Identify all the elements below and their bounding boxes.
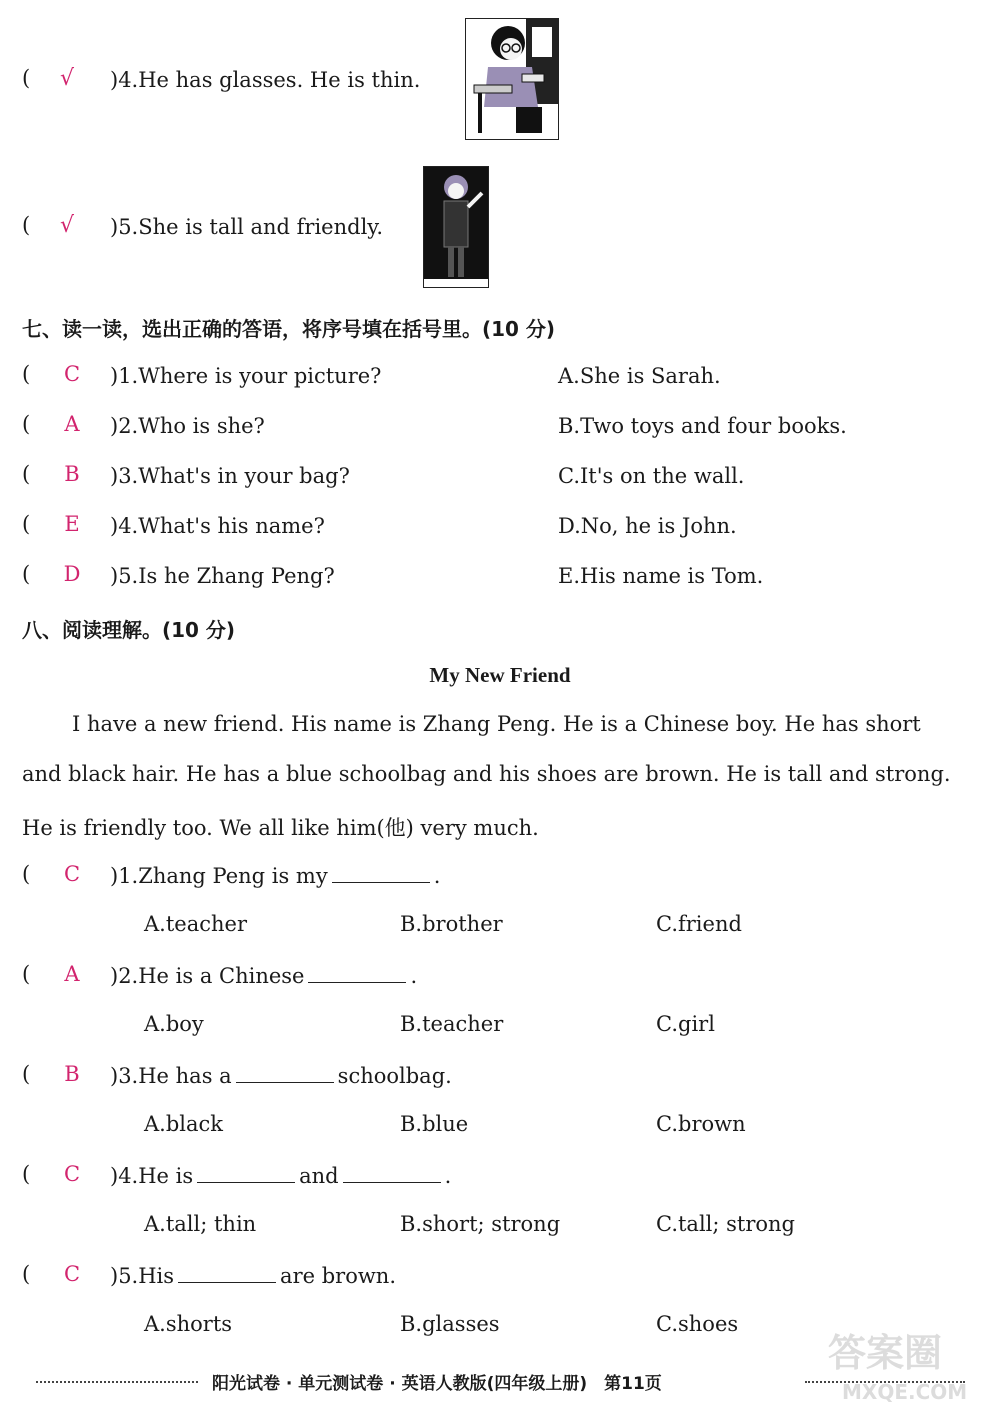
option-b: B.glasses (400, 1312, 500, 1336)
question-mid: and (299, 1164, 339, 1188)
option-c: C.brown (656, 1112, 746, 1136)
answer-letter: B (64, 1062, 80, 1086)
open-paren: ( (22, 213, 31, 237)
footer-text: 阳光试卷 · 单元测试卷 · 英语人教版(四年级上册) 第11页 (212, 1374, 662, 1394)
answer-letter: A (64, 412, 80, 436)
answer-letter: D (63, 562, 81, 586)
section8-heading: 八、阅读理解。(10 分) (22, 618, 236, 642)
section7-heading: 七、读一读，选出正确的答语，将序号填在括号里。(10 分) (22, 317, 556, 341)
option-a: A.boy (144, 1012, 204, 1036)
check-mark: √ (60, 66, 75, 91)
question-stem: )5.His (110, 1264, 175, 1288)
option-a: A.teacher (144, 912, 247, 936)
question-text: )4.What's his name? (110, 514, 325, 538)
option-c: C.tall; strong (656, 1212, 796, 1236)
question-end: . (410, 964, 418, 988)
watermark-logo: 答案圈 (828, 1331, 943, 1375)
open-paren: ( (22, 412, 31, 436)
open-paren: ( (22, 862, 31, 886)
s7-option-c: C.It's on the wall. (558, 464, 745, 488)
passage-line-3: He is friendly too. We all like him(他) very much. (22, 816, 539, 840)
question-text (110, 962, 417, 990)
answer-letter: C (63, 362, 81, 386)
question-text (110, 1262, 396, 1290)
question-text: )1.Where is your picture? (110, 364, 382, 388)
open-paren: ( (22, 1062, 31, 1086)
s6-item-text: )5.She is tall and friendly. (110, 215, 384, 239)
question-text: )2.Who is she? (110, 414, 265, 438)
question-stem: )3.He has a (110, 1064, 232, 1088)
option-a: A.black (144, 1112, 224, 1136)
answer-letter: C (63, 862, 81, 886)
passage-title: My New Friend (429, 663, 571, 687)
question-text (110, 1162, 451, 1190)
open-paren: ( (22, 462, 31, 486)
boy-with-glasses-image (465, 18, 559, 140)
option-c: C.girl (656, 1012, 715, 1036)
open-paren: ( (22, 1162, 31, 1186)
open-paren: ( (22, 512, 31, 536)
option-a: A.tall; thin (144, 1212, 257, 1236)
girl-waving-image (423, 166, 489, 288)
answer-blank (178, 1264, 276, 1283)
s7-option-b: B.Two toys and four books. (558, 414, 847, 438)
question-end: schoolbag. (337, 1064, 452, 1088)
s7-option-d: D.No, he is John. (558, 514, 737, 538)
watermark-url: MXQE.COM (842, 1380, 968, 1404)
option-c: C.friend (656, 912, 742, 936)
question-text: )3.What's in your bag? (110, 464, 350, 488)
question-end: . (433, 864, 441, 888)
passage-line-1: I have a new friend. His name is Zhang Peng. He is a Chinese boy. He has short (72, 712, 921, 736)
answer-letter: C (63, 1262, 81, 1286)
answer-blank (308, 964, 406, 983)
question-stem: )2.He is a Chinese (110, 964, 305, 988)
option-b: B.short; strong (400, 1212, 561, 1236)
option-b: B.teacher (400, 1012, 504, 1036)
question-stem: )4.He is (110, 1164, 194, 1188)
footer-divider-left (36, 1381, 198, 1383)
question-text (110, 862, 440, 890)
s7-option-e: E.His name is Tom. (558, 564, 764, 588)
s6-item-text: )4.He has glasses. He is thin. (110, 68, 421, 92)
answer-letter: E (64, 512, 80, 536)
check-mark: √ (60, 213, 75, 238)
option-c: C.shoes (656, 1312, 739, 1336)
passage-line-2: and black hair. He has a blue schoolbag and his shoes are brown. He is tall and strong. (22, 762, 951, 786)
open-paren: ( (22, 962, 31, 986)
answer-blank (343, 1164, 441, 1183)
answer-blank (332, 864, 430, 883)
question-text: )5.Is he Zhang Peng? (110, 564, 335, 588)
open-paren: ( (22, 362, 31, 386)
open-paren: ( (22, 66, 31, 90)
option-b: B.blue (400, 1112, 469, 1136)
question-stem: )1.Zhang Peng is my (110, 864, 328, 888)
answer-blank (197, 1164, 295, 1183)
option-b: B.brother (400, 912, 503, 936)
open-paren: ( (22, 1262, 31, 1286)
question-end: are brown. (280, 1264, 397, 1288)
answer-letter: A (64, 962, 80, 986)
question-text (110, 1062, 452, 1090)
answer-letter: B (64, 462, 80, 486)
s7-option-a: A.She is Sarah. (558, 364, 721, 388)
option-a: A.shorts (144, 1312, 233, 1336)
answer-letter: C (63, 1162, 81, 1186)
open-paren: ( (22, 562, 31, 586)
answer-blank (236, 1064, 334, 1083)
question-end: . (444, 1164, 452, 1188)
